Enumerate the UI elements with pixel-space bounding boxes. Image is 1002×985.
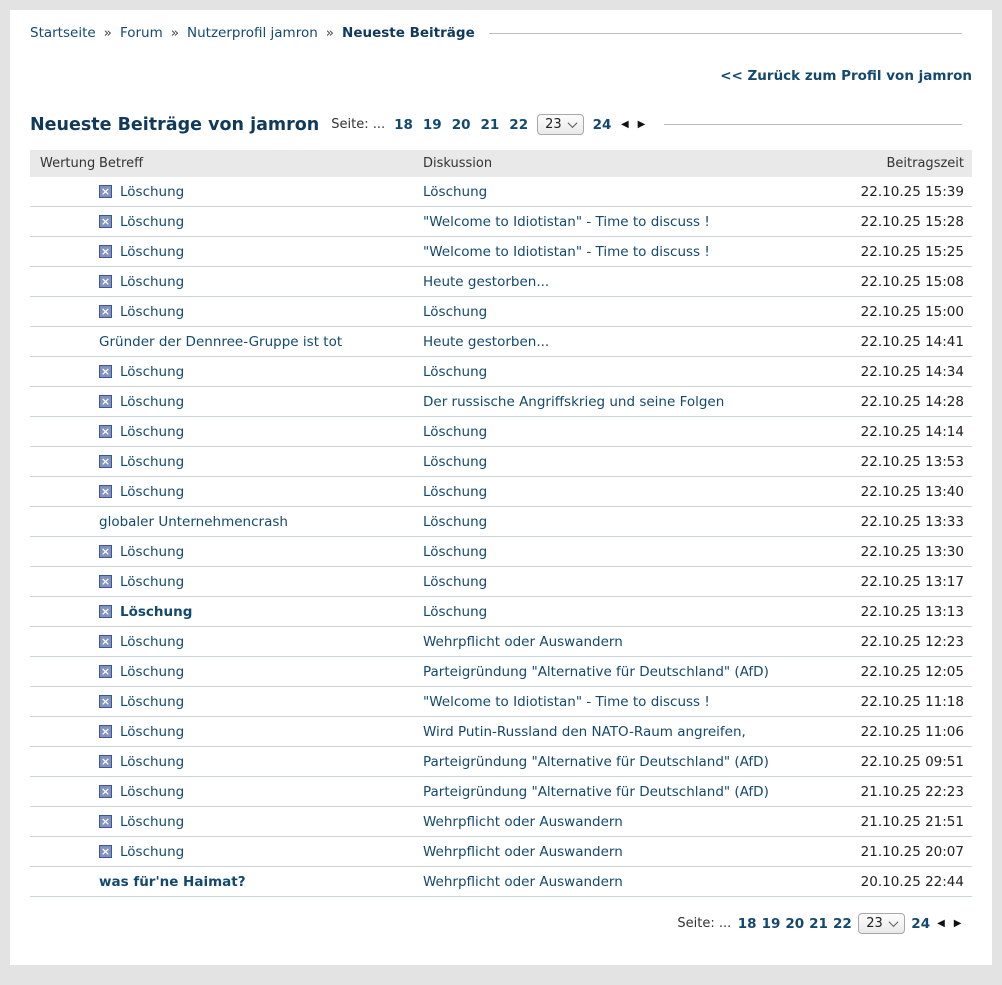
- deleted-post-icon: ×: [100, 815, 111, 828]
- post-time: 22.10.25 11:06: [852, 717, 972, 747]
- subject-cell: [98, 507, 415, 537]
- page-link-18[interactable]: 18: [394, 116, 413, 133]
- post-time: 21.10.25 21:51: [852, 807, 972, 837]
- discussion-cell: [415, 417, 852, 447]
- post-subject-link[interactable]: Löschung: [120, 243, 185, 260]
- deleted-post-icon: ×: [100, 275, 111, 288]
- discussion-link[interactable]: Parteigründung "Alternative für Deutschland" (AfD): [423, 753, 769, 770]
- table-row: [30, 507, 972, 537]
- subject-cell: [98, 747, 415, 777]
- page-select[interactable]: [537, 114, 584, 135]
- prev-page-icon[interactable]: ◀: [620, 119, 629, 130]
- table-row: [30, 687, 972, 717]
- subject-cell: [98, 447, 415, 477]
- page-select-value: 23: [545, 117, 562, 132]
- post-subject-link[interactable]: Löschung: [120, 183, 185, 200]
- rating-cell: [30, 357, 98, 387]
- bottom-pagination-row: [30, 913, 966, 934]
- deleted-post-icon: ×: [100, 575, 111, 588]
- discussion-cell: [415, 687, 852, 717]
- deleted-post-icon: ×: [100, 695, 111, 708]
- subject-cell: [98, 687, 415, 717]
- post-subject-link[interactable]: Gründer der Dennree-Gruppe ist tot: [99, 333, 343, 350]
- next-page-icon[interactable]: ▶: [637, 119, 646, 130]
- discussion-link[interactable]: Der russische Angriffskrieg und seine Folgen: [423, 393, 725, 410]
- breadcrumb-rule: [489, 33, 962, 34]
- table-row: [30, 237, 972, 267]
- posts-table: [30, 150, 972, 897]
- chevron-down-icon: [888, 917, 898, 927]
- rating-cell: [30, 687, 98, 717]
- post-time: 22.10.25 13:33: [852, 507, 972, 537]
- discussion-cell: [415, 327, 852, 357]
- table-row: [30, 567, 972, 597]
- page-link-20[interactable]: 20: [451, 116, 471, 133]
- post-subject-link[interactable]: Löschung: [120, 363, 185, 380]
- title-row: [30, 114, 972, 135]
- discussion-cell: [415, 207, 852, 237]
- discussion-link[interactable]: Heute gestorben...: [423, 333, 550, 350]
- back-to-profile-link[interactable]: << Zurück zum Profil von jamron: [720, 68, 972, 84]
- deleted-post-icon: ×: [100, 635, 111, 648]
- discussion-cell: [415, 807, 852, 837]
- subject-cell: [98, 567, 415, 597]
- post-subject-link[interactable]: Löschung: [120, 633, 185, 650]
- post-time: 22.10.25 13:53: [852, 447, 972, 477]
- breadcrumb: [30, 10, 972, 41]
- post-subject-link[interactable]: Löschung: [120, 753, 185, 770]
- subject-cell: [98, 537, 415, 567]
- table-header-row: [30, 150, 972, 177]
- page-link-18[interactable]: 18: [737, 915, 757, 932]
- discussion-cell: [415, 867, 852, 897]
- table-row: [30, 417, 972, 447]
- discussion-cell: [415, 357, 852, 387]
- deleted-post-icon: ×: [100, 305, 111, 318]
- post-time: 22.10.25 14:34: [852, 357, 972, 387]
- discussion-link[interactable]: Löschung: [423, 363, 488, 380]
- rating-cell: [30, 417, 98, 447]
- pagination-label: Seite: ...: [677, 916, 732, 931]
- page-link-20[interactable]: 20: [785, 915, 805, 932]
- discussion-cell: [415, 537, 852, 567]
- deleted-post-icon: ×: [100, 245, 111, 258]
- deleted-post-icon: ×: [100, 755, 111, 768]
- page-link-19[interactable]: 19: [422, 116, 442, 133]
- rating-cell: [30, 297, 98, 327]
- subject-cell: [98, 657, 415, 687]
- rating-cell: [30, 207, 98, 237]
- post-time: 22.10.25 12:23: [852, 627, 972, 657]
- post-subject-link[interactable]: Löschung: [120, 423, 185, 440]
- rating-cell: [30, 567, 98, 597]
- page-link-24[interactable]: 24: [911, 915, 931, 932]
- post-subject-link[interactable]: Löschung: [120, 693, 185, 710]
- post-time: 21.10.25 22:23: [852, 777, 972, 807]
- page-link-24[interactable]: 24: [592, 116, 612, 133]
- table-row: [30, 297, 972, 327]
- rating-cell: [30, 627, 98, 657]
- post-subject-link[interactable]: globaler Unternehmencrash: [99, 513, 288, 530]
- deleted-post-icon: ×: [100, 545, 111, 558]
- breadcrumb-startseite[interactable]: Startseite: [30, 25, 96, 41]
- discussion-cell: [415, 387, 852, 417]
- post-time: 22.10.25 14:14: [852, 417, 972, 447]
- discussion-link[interactable]: Löschung: [423, 453, 488, 470]
- post-time: 22.10.25 15:00: [852, 297, 972, 327]
- rating-cell: [30, 807, 98, 837]
- rating-cell: [30, 447, 98, 477]
- post-time: 22.10.25 13:13: [852, 597, 972, 627]
- post-subject-link[interactable]: Löschung: [120, 603, 193, 620]
- discussion-cell: [415, 777, 852, 807]
- deleted-post-icon: ×: [100, 605, 111, 618]
- table-row: [30, 657, 972, 687]
- rating-cell: [30, 717, 98, 747]
- rating-cell: [30, 507, 98, 537]
- post-subject-link[interactable]: Löschung: [120, 213, 185, 230]
- deleted-post-icon: ×: [100, 725, 111, 738]
- discussion-cell: [415, 447, 852, 477]
- post-time: 22.10.25 13:40: [852, 477, 972, 507]
- page-select[interactable]: [858, 913, 905, 934]
- deleted-post-icon: ×: [100, 395, 111, 408]
- discussion-link[interactable]: Parteigründung "Alternative für Deutschland" (AfD): [423, 783, 769, 800]
- discussion-link[interactable]: "Welcome to Idiotistan" - Time to discuss !: [423, 243, 710, 260]
- post-subject-link[interactable]: Löschung: [120, 483, 185, 500]
- rating-cell: [30, 387, 98, 417]
- deleted-post-icon: ×: [100, 785, 111, 798]
- discussion-link[interactable]: Wird Putin-Russland den NATO-Raum angreifen,: [423, 723, 746, 740]
- rating-cell: [30, 867, 98, 897]
- rating-cell: [30, 237, 98, 267]
- rating-cell: [30, 477, 98, 507]
- discussion-cell: [415, 567, 852, 597]
- table-row: [30, 807, 972, 837]
- discussion-cell: [415, 267, 852, 297]
- post-time: 22.10.25 15:08: [852, 267, 972, 297]
- table-row: [30, 597, 972, 627]
- discussion-link[interactable]: Wehrpflicht oder Auswandern: [423, 633, 623, 650]
- breadcrumb-separator: »: [170, 25, 180, 41]
- discussion-cell: [415, 237, 852, 267]
- table-row: [30, 387, 972, 417]
- discussion-link[interactable]: Wehrpflicht oder Auswandern: [423, 873, 623, 890]
- table-row: [30, 837, 972, 867]
- deleted-post-icon: ×: [100, 845, 111, 858]
- post-time: 22.10.25 15:39: [852, 177, 972, 207]
- pagination-top: [331, 114, 650, 135]
- post-subject-link[interactable]: Löschung: [120, 393, 185, 410]
- title-rule: [664, 124, 962, 125]
- subject-cell: [98, 627, 415, 657]
- post-subject-link[interactable]: Löschung: [120, 723, 185, 740]
- post-time: 20.10.25 22:44: [852, 867, 972, 897]
- table-row: [30, 177, 972, 207]
- rating-cell: [30, 327, 98, 357]
- deleted-post-icon: ×: [100, 485, 111, 498]
- post-subject-link[interactable]: Löschung: [120, 783, 185, 800]
- post-subject-link[interactable]: Löschung: [120, 303, 185, 320]
- post-subject-link[interactable]: Löschung: [120, 453, 185, 470]
- table-row: [30, 447, 972, 477]
- table-row: [30, 777, 972, 807]
- post-subject-link[interactable]: Löschung: [120, 663, 185, 680]
- post-subject-link[interactable]: Löschung: [120, 813, 185, 830]
- table-row: [30, 627, 972, 657]
- post-time: 22.10.25 15:25: [852, 237, 972, 267]
- rating-cell: [30, 267, 98, 297]
- column-header-diskussion: Diskussion: [415, 150, 852, 177]
- page-link-21[interactable]: 21: [480, 116, 500, 133]
- deleted-post-icon: ×: [100, 185, 111, 198]
- breadcrumb-separator: »: [103, 25, 112, 41]
- deleted-post-icon: ×: [100, 365, 111, 378]
- discussion-link[interactable]: Löschung: [423, 543, 488, 560]
- subject-cell: [98, 387, 415, 417]
- pagination-label: Seite: ...: [331, 117, 386, 132]
- breadcrumb-nutzerprofil[interactable]: Nutzerprofil jamron: [187, 25, 318, 41]
- discussion-cell: [415, 627, 852, 657]
- deleted-post-icon: ×: [100, 455, 111, 468]
- subject-cell: [98, 867, 415, 897]
- table-row: [30, 867, 972, 897]
- rating-cell: [30, 597, 98, 627]
- subject-cell: [98, 417, 415, 447]
- subject-cell: [98, 477, 415, 507]
- breadcrumb-forum[interactable]: Forum: [119, 25, 163, 41]
- posts-table-body: [30, 177, 972, 897]
- discussion-cell: [415, 507, 852, 537]
- breadcrumb-separator: »: [325, 25, 335, 41]
- subject-cell: [98, 297, 415, 327]
- post-subject-link[interactable]: was für'ne Haimat?: [99, 873, 246, 890]
- post-time: 22.10.25 14:28: [852, 387, 972, 417]
- discussion-link[interactable]: Löschung: [423, 183, 488, 200]
- pagination-bottom: [677, 913, 966, 934]
- page-link-22[interactable]: 22: [509, 116, 529, 133]
- table-row: [30, 477, 972, 507]
- post-time: 22.10.25 15:28: [852, 207, 972, 237]
- content-card: [10, 10, 992, 965]
- discussion-link[interactable]: Löschung: [423, 483, 488, 500]
- subject-cell: [98, 777, 415, 807]
- rating-cell: [30, 537, 98, 567]
- discussion-link[interactable]: Löschung: [423, 423, 488, 440]
- subject-cell: [98, 267, 415, 297]
- post-time: 22.10.25 11:18: [852, 687, 972, 717]
- column-header-wertung: Wertung: [30, 150, 98, 177]
- page-title: Neueste Beiträge von jamron: [30, 114, 320, 135]
- discussion-link[interactable]: Parteigründung "Alternative für Deutschland" (AfD): [423, 663, 769, 680]
- post-time: 22.10.25 12:05: [852, 657, 972, 687]
- discussion-cell: [415, 717, 852, 747]
- table-row: [30, 267, 972, 297]
- discussion-cell: [415, 657, 852, 687]
- discussion-cell: [415, 477, 852, 507]
- post-subject-link[interactable]: Löschung: [120, 273, 185, 290]
- post-time: 22.10.25 09:51: [852, 747, 972, 777]
- deleted-post-icon: ×: [100, 665, 111, 678]
- page-select-value: 23: [866, 916, 883, 931]
- table-row: [30, 717, 972, 747]
- discussion-link[interactable]: "Welcome to Idiotistan" - Time to discuss !: [423, 693, 710, 710]
- deleted-post-icon: ×: [100, 215, 111, 228]
- discussion-link[interactable]: Heute gestorben...: [423, 273, 550, 290]
- table-row: [30, 357, 972, 387]
- discussion-cell: [415, 747, 852, 777]
- post-time: 22.10.25 14:41: [852, 327, 972, 357]
- discussion-link[interactable]: "Welcome to Idiotistan" - Time to discuss !: [423, 213, 710, 230]
- table-row: [30, 537, 972, 567]
- subject-cell: [98, 837, 415, 867]
- page-link-22[interactable]: 22: [832, 915, 852, 932]
- post-time: 22.10.25 13:17: [852, 567, 972, 597]
- rating-cell: [30, 777, 98, 807]
- rating-cell: [30, 747, 98, 777]
- back-row: [30, 65, 972, 84]
- post-time: 21.10.25 20:07: [852, 837, 972, 867]
- column-header-betreff: Betreff: [98, 150, 415, 177]
- post-subject-link[interactable]: Löschung: [120, 543, 185, 560]
- subject-cell: [98, 327, 415, 357]
- discussion-link[interactable]: Wehrpflicht oder Auswandern: [423, 843, 623, 860]
- subject-cell: [98, 237, 415, 267]
- discussion-cell: [415, 837, 852, 867]
- rating-cell: [30, 837, 98, 867]
- post-subject-link[interactable]: Löschung: [120, 573, 185, 590]
- table-row: [30, 747, 972, 777]
- subject-cell: [98, 207, 415, 237]
- subject-cell: [98, 807, 415, 837]
- table-row: [30, 327, 972, 357]
- page-link-19[interactable]: 19: [761, 915, 781, 932]
- post-time: 22.10.25 13:30: [852, 537, 972, 567]
- rating-cell: [30, 657, 98, 687]
- discussion-link[interactable]: Löschung: [423, 603, 488, 620]
- discussion-cell: [415, 597, 852, 627]
- table-row: [30, 207, 972, 237]
- page-link-21[interactable]: 21: [809, 915, 828, 932]
- discussion-link[interactable]: Löschung: [423, 513, 488, 530]
- discussion-link[interactable]: Löschung: [423, 303, 488, 320]
- discussion-link[interactable]: Löschung: [423, 573, 488, 590]
- subject-cell: [98, 717, 415, 747]
- subject-cell: [98, 357, 415, 387]
- chevron-down-icon: [567, 118, 577, 128]
- post-subject-link[interactable]: Löschung: [120, 843, 185, 860]
- breadcrumb-current: Neueste Beiträge: [342, 25, 475, 41]
- subject-cell: [98, 177, 415, 207]
- discussion-cell: [415, 177, 852, 207]
- deleted-post-icon: ×: [100, 425, 111, 438]
- rating-cell: [30, 177, 98, 207]
- discussion-cell: [415, 297, 852, 327]
- discussion-link[interactable]: Wehrpflicht oder Auswandern: [423, 813, 623, 830]
- prev-page-icon[interactable]: ◀: [937, 918, 945, 929]
- next-page-icon[interactable]: ▶: [953, 918, 962, 929]
- column-header-beitragszeit: Beitragszeit: [852, 150, 972, 177]
- subject-cell: [98, 597, 415, 627]
